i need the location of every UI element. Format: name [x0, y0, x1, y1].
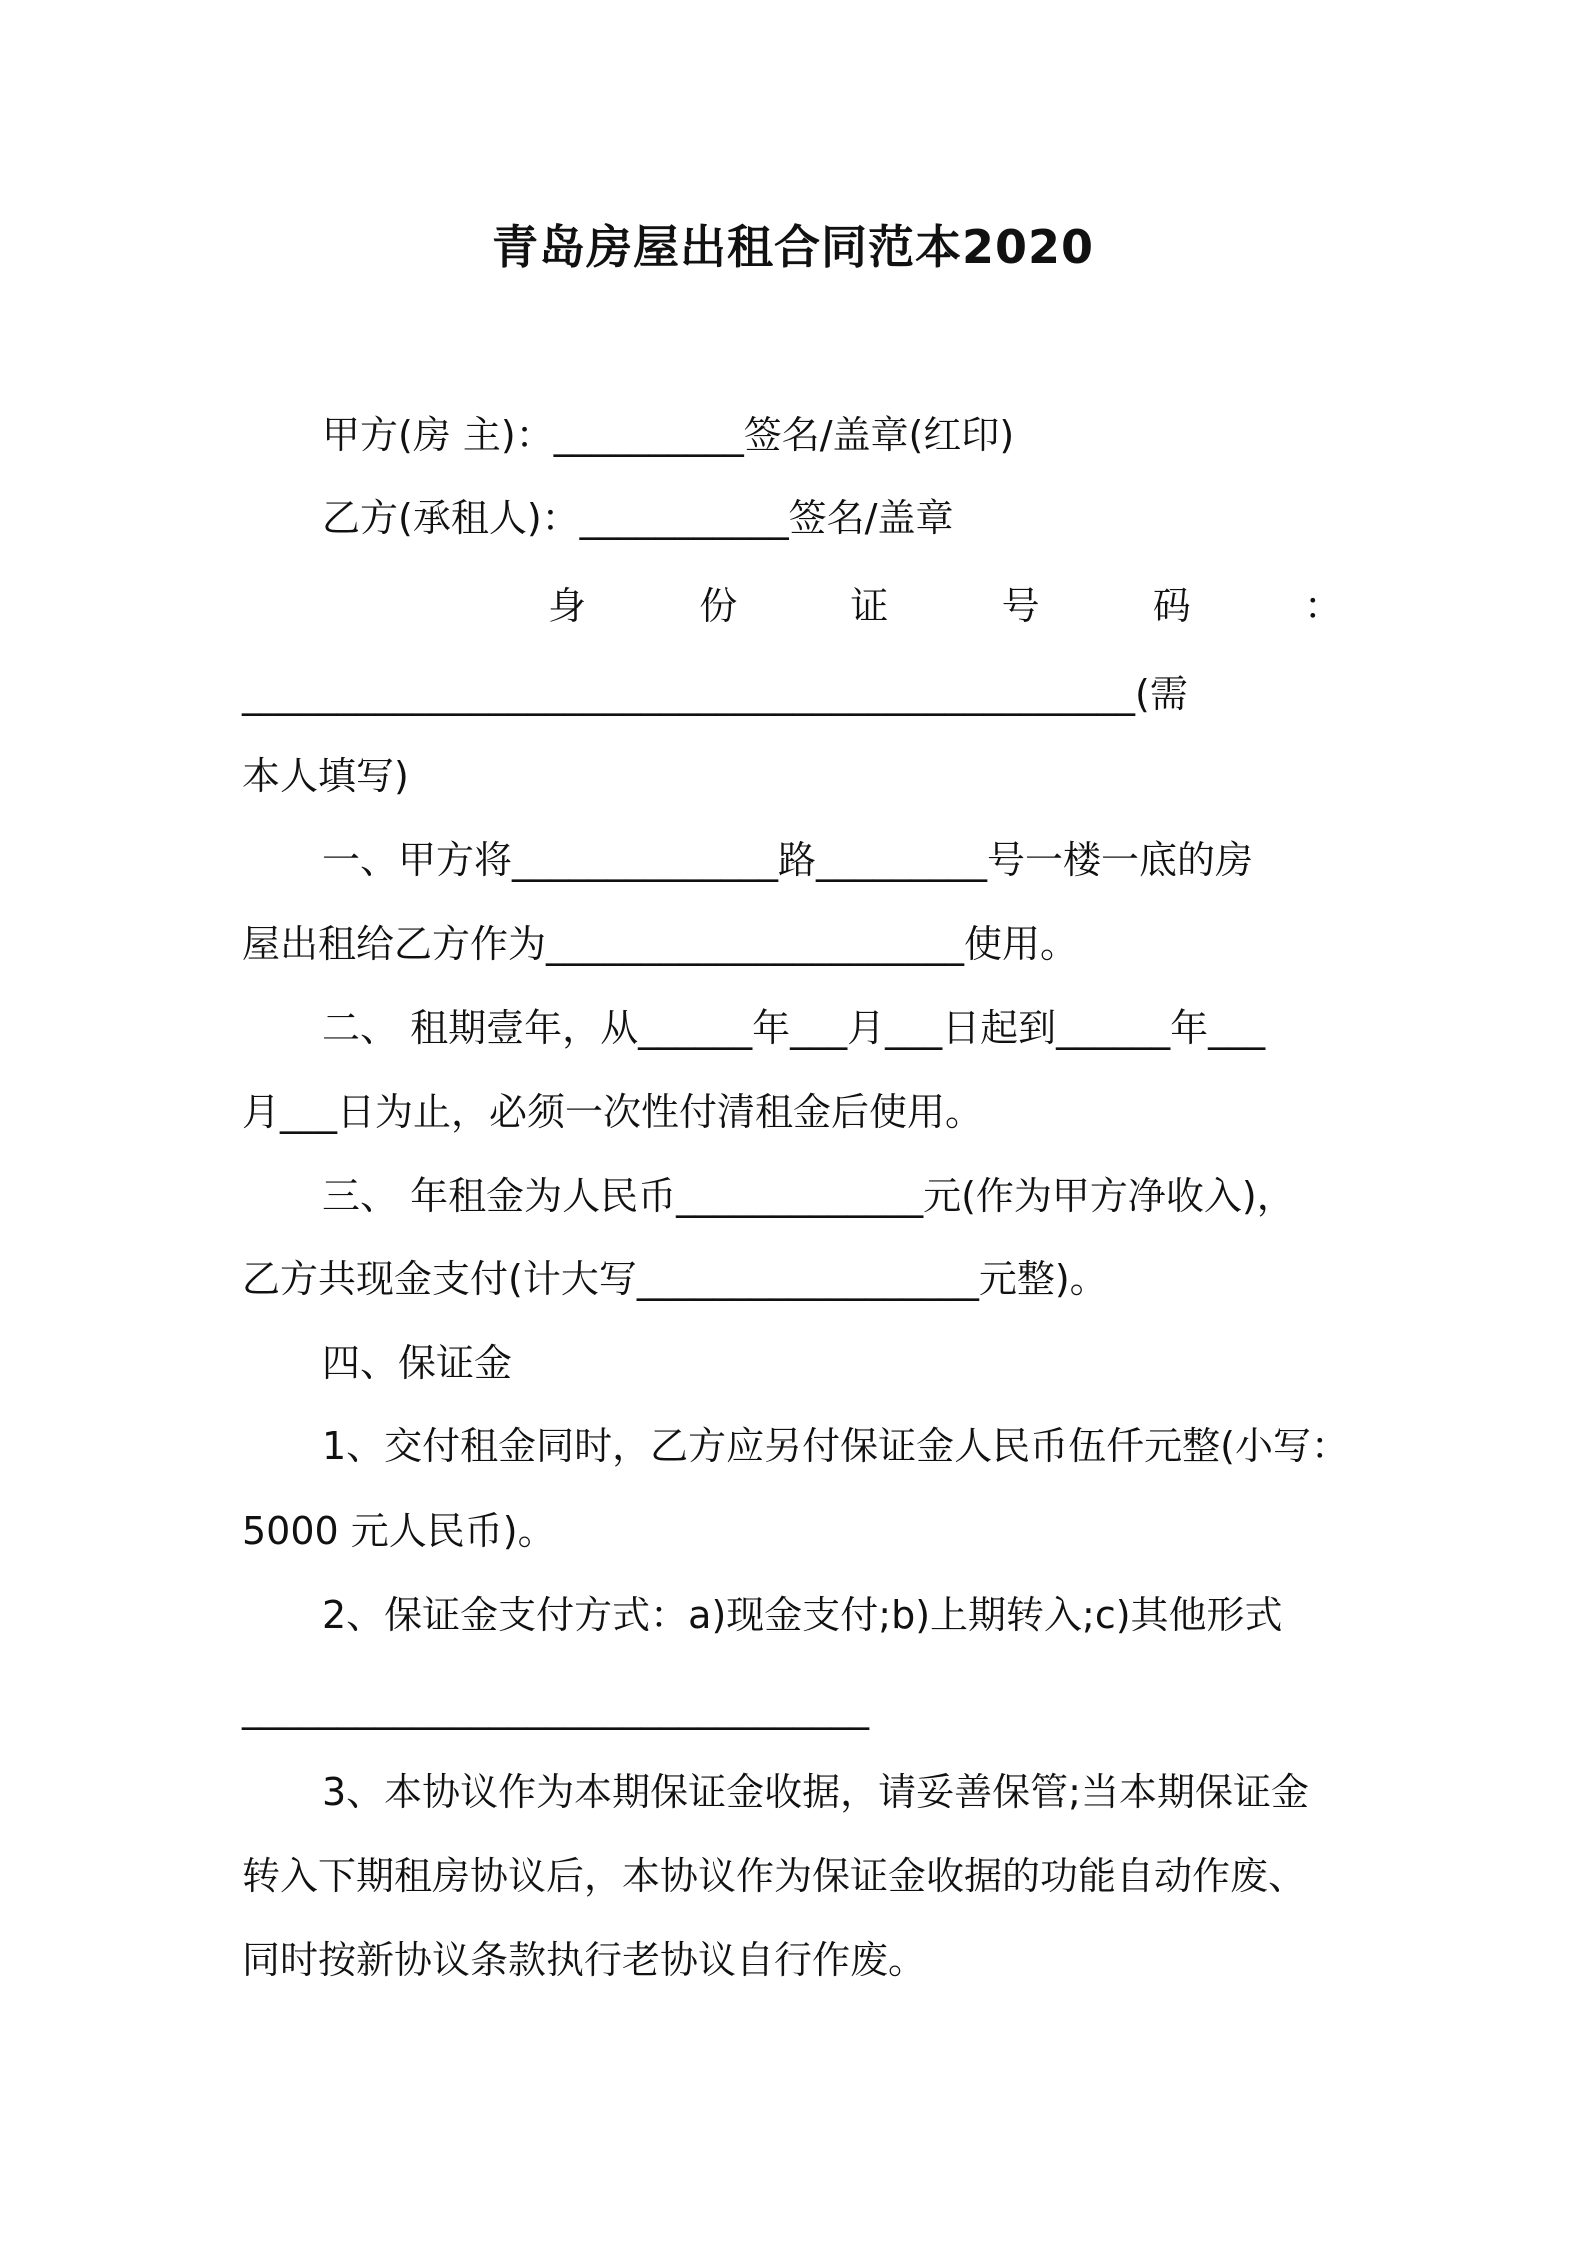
id-char: 码: [1152, 584, 1191, 628]
clause-2-line-2: 月___日为止，必须一次性付清租金后使用。: [242, 1090, 984, 1134]
id-number-blank: _______________________________________________(需: [242, 672, 1188, 716]
id-number-note: 本人填写): [242, 754, 409, 798]
party-a-line: 甲方(房 主)：__________签名/盖章(红印): [322, 413, 1015, 457]
party-b-line: 乙方(承租人)：___________签名/盖章: [322, 496, 954, 540]
id-char: 份: [699, 584, 738, 628]
clause-4-3-line-1: 3、本协议作为本期保证金收据，请妥善保管;当本期保证金: [322, 1770, 1309, 1814]
clause-4-1-line-1: 1、交付租金同时，乙方应另付保证金人民币伍仟元整(小写：: [322, 1424, 1350, 1468]
clause-1-line-2: 屋出租给乙方作为______________________使用。: [242, 922, 1079, 966]
document-title: 青岛房屋出租合同范本2020: [491, 220, 1095, 274]
clause-4-3-line-3: 同时按新协议条款执行老协议自行作废。: [242, 1938, 927, 1982]
clause-4-2-blank: _________________________________: [242, 1686, 869, 1730]
clause-4-3-line-2: 转入下期租房协议后，本协议作为保证金收据的功能自动作废、: [242, 1854, 1307, 1898]
clause-4-heading: 四、保证金: [322, 1341, 513, 1385]
id-char: ：: [1303, 584, 1342, 628]
clause-1-line-1: 一、甲方将______________路_________号一楼一底的房: [322, 838, 1254, 882]
id-number-label: [548, 578, 1342, 634]
id-char: 号: [1001, 584, 1040, 628]
clause-3-line-2: 乙方共现金支付(计大写__________________元整)。: [242, 1257, 1108, 1301]
clause-2-line-1: 二、 租期壹年，从______年___月___日起到______年___: [322, 1006, 1266, 1050]
id-char: 证: [850, 584, 889, 628]
clause-4-2-line-1: 2、保证金支付方式：a)现金支付;b)上期转入;c)其他形式: [322, 1593, 1283, 1637]
id-char: 身: [548, 584, 587, 628]
clause-3-line-1: 三、 年租金为人民币_____________元(作为甲方净收入)，: [322, 1174, 1295, 1218]
clause-4-1-line-2: 5000 元人民币)。: [242, 1509, 556, 1553]
